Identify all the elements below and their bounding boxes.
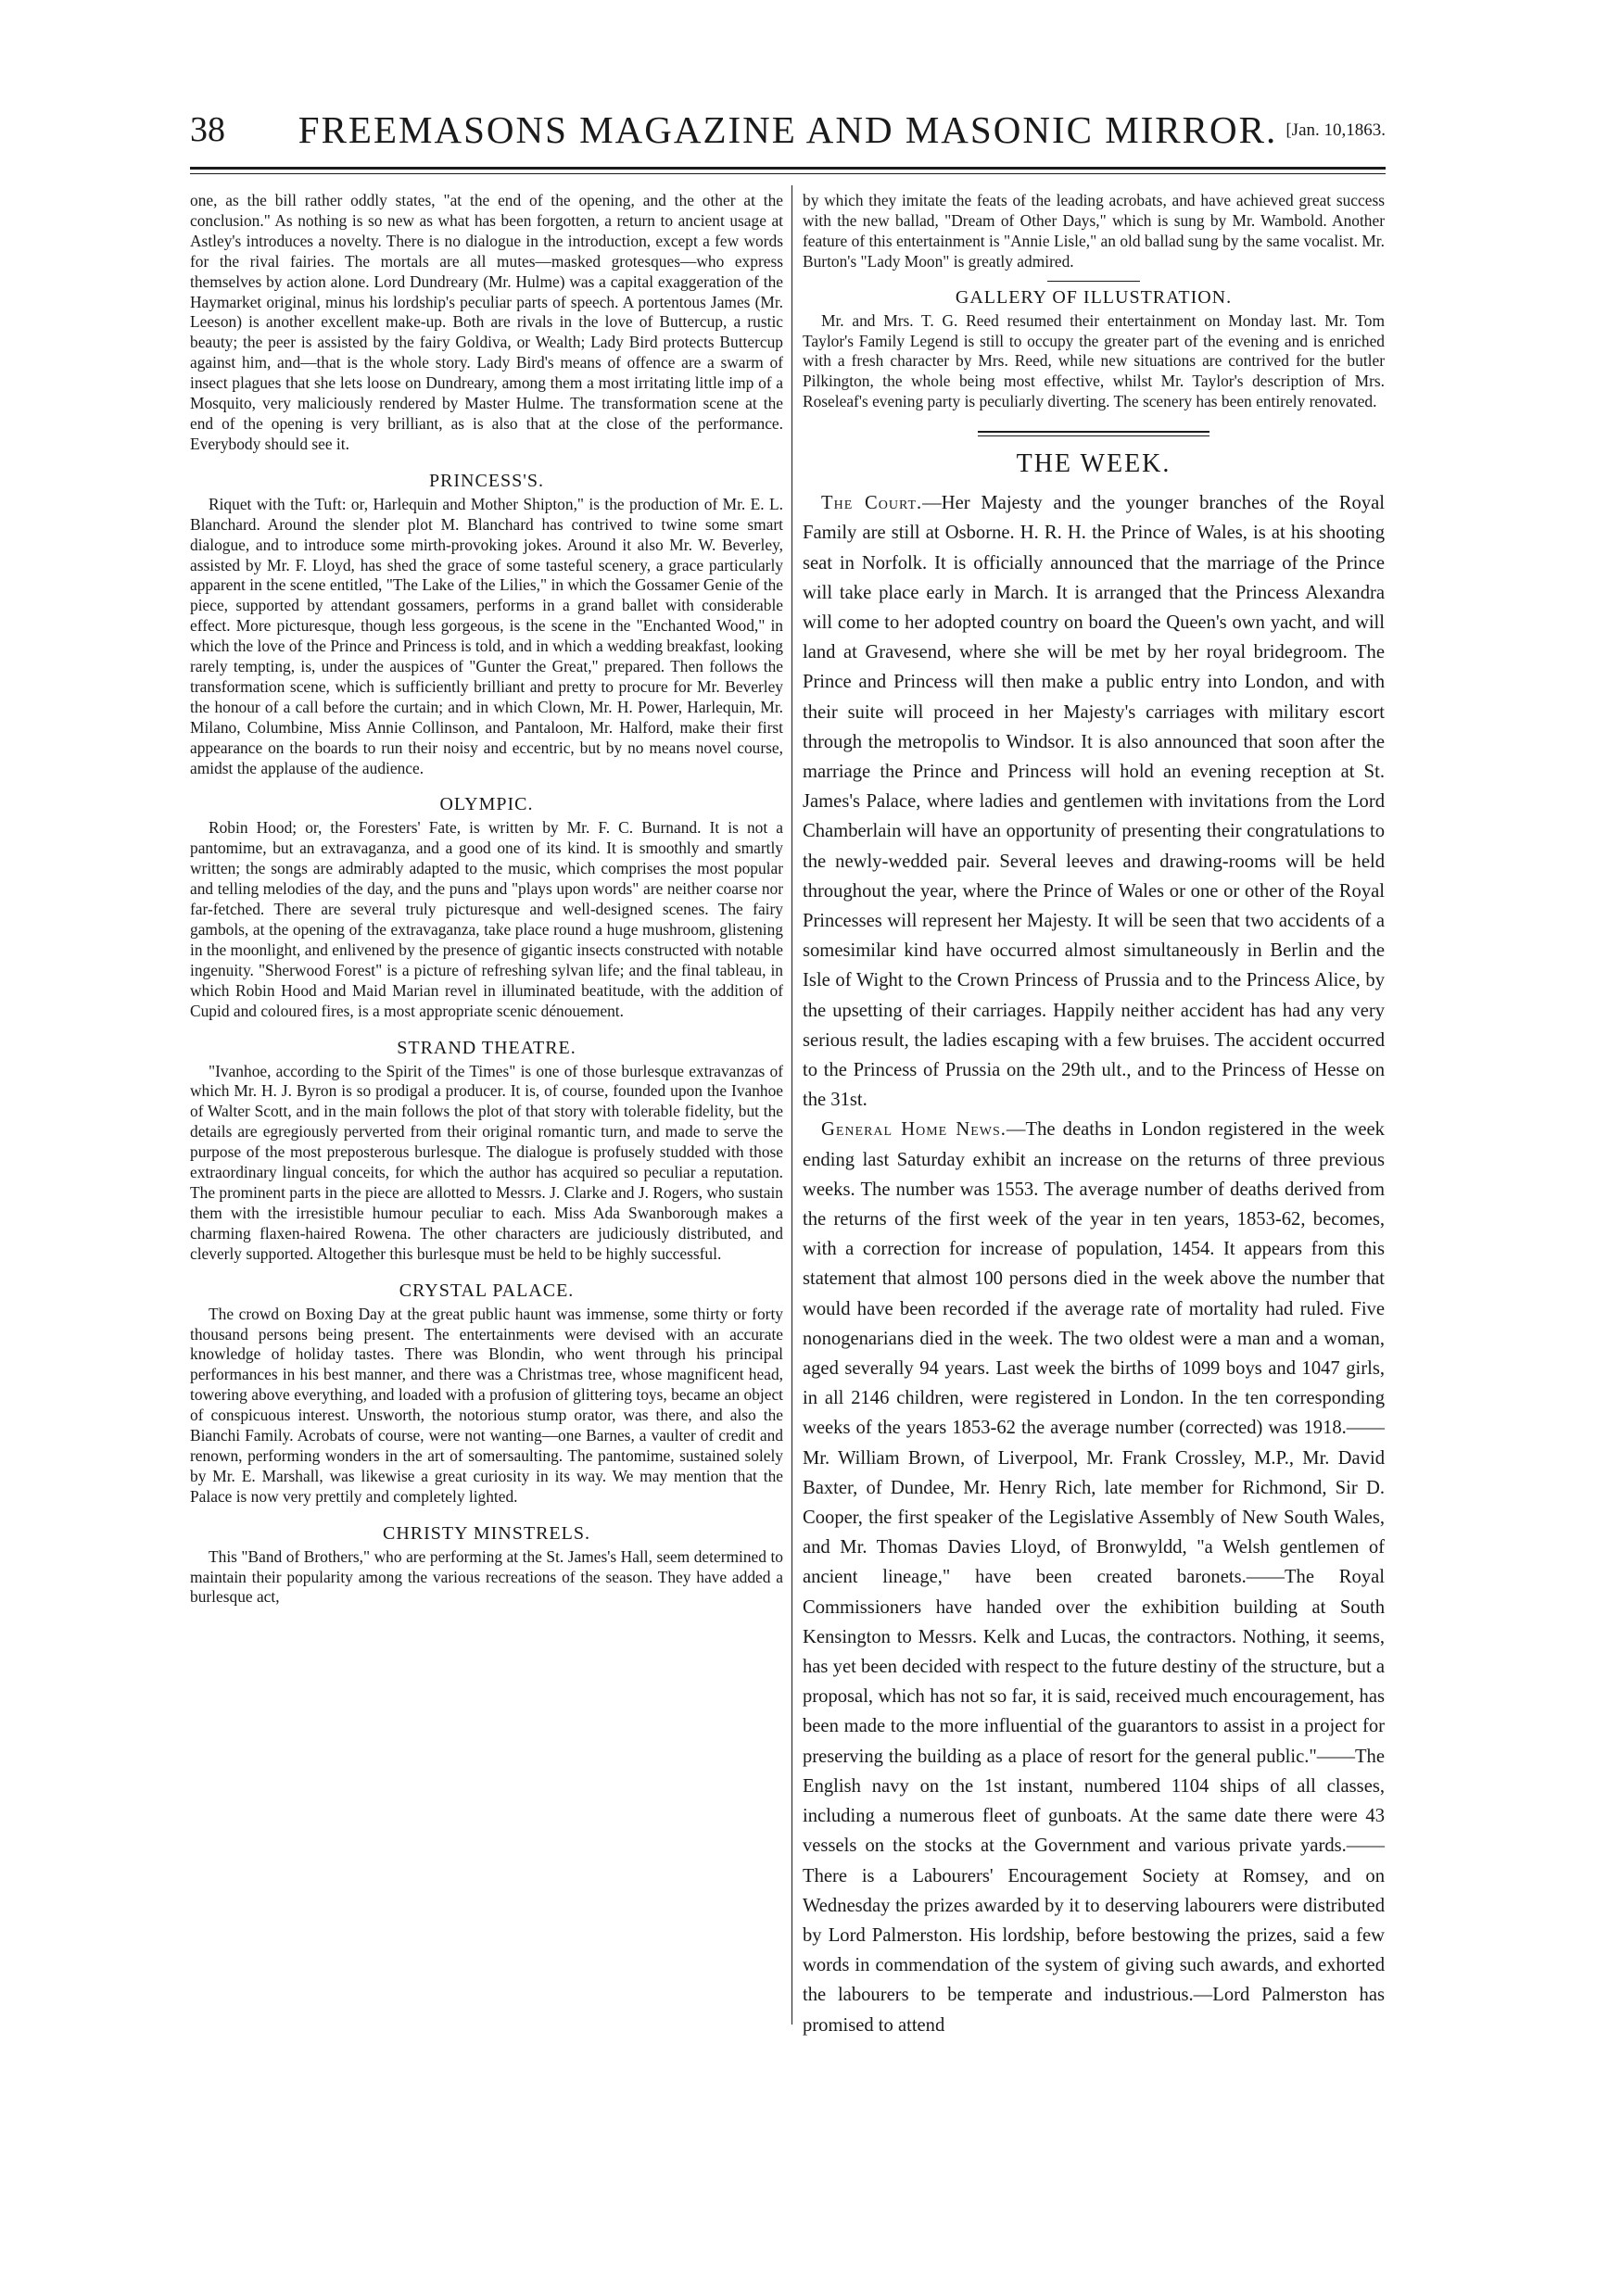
- home-news-text: —The deaths in London registered in the week ending last Saturday exhibit an increase on the returns of three previous weeks. The number was 1553. The average number of deaths derived from the returns of the first week of the year in ten years, 1853-62, becomes, with a correction for increase of population, 1454. It appears from this statement that almost 100 persons died in the week above the number that would have been recorded if the average rate of mortality had ruled. Five nonogenarians died in the week. The two oldest were a man and a woman, aged severally 94 years. Last week the births of 1099 boys and 1047 girls, in all 2146 children, were registered in London. In the ten corresponding weeks of the years 1853-62 the average number (corrected) was 1918.——Mr. William Brown, of Liverpool, Mr. Frank Crossley, M.P., Mr. David Baxter, of Dundee, Mr. Henry Rich, late member for Richmond, Sir D. Cooper, the first speaker of the Legislative Assembly of New South Wales, and Mr. Thomas Davies Lloyd, of Bronwyldd, "a Welsh gentlemen of ancient lineage," have been created baronets.——The Royal Commissioners have handed over the exhibition building at South Kensington to Messrs. Kelk and Lucas, the contractors. Nothing, it seems, has yet been decided with respect to the future destiny of the structure, but a proposal, which has not so far, it is said, received much encouragement, has been made to the more influential of the guarantors to assist in a project for preserving the building as a place of resort for the general public."——The English navy on the 1st instant, numbered 1104 ships of all classes, including a numerous fleet of gunboats. At the same date there were 43 vessels on the stocks at the Government and various private yards.——There is a Labourers' Encouragement Society at Romsey, and on Wednesday the prizes awarded by it to deserving labourers were distributed by Lord Palmerston. His lordship, before bestowing the prizes, said a few words in commendation of the system of giving such awards, and exhorted the labourers to be temperate and industrious.—Lord Palmerston has promised to attend: [803, 1119, 1385, 2036]
- section-text-strand: "Ivanhoe, according to the Spirit of the Times" is one of those burlesque extravanzas of which Mr. H. J. Byron is so prodigal a producer. It is, of course, founded upon the Ivanhoe of Walter Scott, and in the main follows the plot of that story with tolerable fidelity, but the details are egregiously perverted from their original romantic turn, and made to serve the purpose of the most preposterous burlesque. The dialogue is profusely studded with those extraordinary lingual conceits, for which the author has acquired so peculiar a reputation. The prominent parts in the piece are allotted to Messrs. J. Clarke and J. Rogers, who sustain them with the irresistible humour peculiar to each. Miss Ada Swanborough makes a charming flaxen-haired Rowena. The other characters are judiciously distributed, and cleverly supported. Altogether this burlesque must be held to be highly successful.: [190, 1061, 783, 1263]
- issue-date: [Jan. 10,1863.: [1285, 120, 1386, 140]
- section-heading-crystal-palace: CRYSTAL PALACE.: [399, 1280, 575, 1301]
- section-rule: [1047, 281, 1140, 282]
- page-number: 38: [190, 110, 225, 149]
- page-header: [190, 109, 1386, 165]
- section-heading-strand: STRAND THEATRE.: [397, 1037, 576, 1058]
- week-heading: THE WEEK.: [1016, 449, 1171, 479]
- week-rule: [978, 431, 1209, 436]
- header-rule-thick: [190, 167, 1386, 170]
- section-text-crystal-palace: The crowd on Boxing Day at the great public haunt was immense, some thirty or forty thousand persons being present. The entertainments were devised with an accurate knowledge of holiday tastes. There was Blondin, who went through his principal performances in his best manner, and there was a Christmas tree, whose magnificent head, towering above everything, and loaded with a profusion of glittering toys, became an object of conspicuous interest. Unsworth, the notorious stump orator, was there, and also the Bianchi Family. Acrobats of course, were not wanting—one Barnes, a vaulter of credit and renown, performing wonders in the art of somersaulting. The pantomime, sustained solely by Mr. E. Marshall, was likewise a great curiosity in its way. We may mention that the Palace is now very prettily and completely lighted.: [190, 1304, 783, 1506]
- court-paragraph: [803, 488, 1385, 1115]
- right-column: [803, 191, 1385, 2040]
- header-rule-thin: [190, 173, 1386, 174]
- home-news-label: General Home News.: [821, 1119, 1007, 1141]
- christy-continued-text: by which they imitate the feats of the leading acrobats, and have achieved great success with the new ballad, "Dream of Other Days," which is sung by Mr. Wambold. Another feature of this entertainment is "Annie Lisle," an old ballad sung by the same vocalist. Mr. Burton's "Lady Moon" is greatly admired.: [803, 191, 1385, 271]
- section-text-princess: Riquet with the Tuft: or, Harlequin and Mother Shipton," is the production of Mr. E. L. Blanchard. Around the slender plot M. Blanchard has contrived to twine some smart dialogue, and to introduce some mirth-provoking jokes. Around it also Mr. W. Beverley, assisted by Mr. F. Lloyd, has shed the grace of some tasteful scenery, a grace particularly apparent in the scene entitled, "The Lake of the Lilies," in which the Gossamer Genie of the piece, supported by attendant gossamers, performs in a grand ballet with considerable effect. More picturesque, though less gorgeous, is the scene in the "Enchanted Wood," in which the love of the Prince and Princess is told, and in which a wedding breakfast, looking rarely tempting, is, under the auspices of "Gunter the Great," prepared. Then follows the transformation scene, which is sufficiently brilliant and pretty to procure for Mr. Beverley the honour of a call before the curtain; and in which Clown, Mr. H. Power, Harlequin, Mr. Milano, Columbine, Miss Annie Collinson, and Pantaloon, Mr. Halford, make their first appearance on the boards to run their noisy and eccentric, but by no means novel course, amidst the applause of the audience.: [190, 494, 783, 777]
- section-heading-gallery: GALLERY OF ILLUSTRATION.: [955, 286, 1233, 308]
- section-heading-christy: CHRISTY MINSTRELS.: [383, 1522, 590, 1544]
- left-column: [190, 191, 783, 1608]
- section-text-christy: This "Band of Brothers," who are performing at the St. James's Hall, seem determined to maintain their popularity among the various recreations of the season. They have added a burlesque act,: [190, 1546, 783, 1607]
- section-text-gallery: Mr. and Mrs. T. G. Reed resumed their entertainment on Monday last. Mr. Tom Taylor's Family Legend is still to occupy the greater part of the evening and is enriched with a fresh character by Mrs. Reed, while new situations are contrived for the butler Pilkington, the whole being most effective, whilst Mr. Taylor's description of Mrs. Roseleaf's evening party is peculiarly diverting. The scenery has been entirely renovated.: [803, 310, 1385, 411]
- masthead-title: FREEMASONS MAGAZINE AND MASONIC MIRROR.: [298, 108, 1278, 151]
- section-heading-princess: PRINCESS'S.: [428, 470, 545, 491]
- section-heading-olympic: OLYMPIC.: [439, 794, 534, 815]
- court-label: The Court.: [821, 493, 923, 514]
- home-news-paragraph: [803, 1115, 1385, 2039]
- continued-article-text: one, as the bill rather oddly states, "at the end of the opening, and the other at the conclusion." As nothing is so new as what has been forgotten, a return to ancient usage at Astley's introduces a novelty. There is no dialogue in the introduction, except a few words for the rival fairies. The mortals are all mutes—masked grotesques—who express themselves by action alone. Lord Dundreary (Mr. Hulme) was a capital exaggeration of the Haymarket original, minus his lordship's peculiar parts of speech. A portentous James (Mr. Leeson) is another excellent make-up. Both are rivals in the love of Buttercup, a rustic beauty; the peer is assisted by the fairy Goldiva, or Wealth; Lady Bird protects Buttercup against him, and—that is the whole story. Lady Bird's means of offence are a swarm of insect plagues that she lets loose on Dundreary, among them a most irritating little imp of a Mosquito, very maliciously rendered by Master Hulme. The transformation scene at the end of the opening is very brilliant, as is also that at the close of the performance. Everybody should see it.: [190, 191, 783, 453]
- court-text: —Her Majesty and the younger branches of the Royal Family are still at Osborne. H. R. H. the Prince of Wales, is at his shooting seat in Norfolk. It is officially announced that the marriage of the Prince will take place early in March. It is arranged that the Princess Alexandra will come to her adopted country on board the Queen's own yacht, and will land at Gravesend, where she will be met by her royal bridegroom. The Prince and Princess will then make a public entry into London, and with their suite will proceed in her Majesty's carriages with military escort through the metropolis to Windsor. It is also announced that soon after the marriage the Prince and Princess will hold an evening reception at St. James's Palace, where ladies and gentlemen with invitations from the Lord Chamberlain will have an opportunity of presenting their congratulations to the newly-wedded pair. Several leeves and drawing-rooms will be held throughout the year, where the Prince of Wales or one or other of the Royal Princesses will represent her Majesty. It will be seen that two accidents of a somesimilar kind have occurred almost simultaneously in Berlin and the Isle of Wight to the Crown Princess of Prussia and to the Princess Alice, by the upsetting of their carriages. Happily neither accident has had any very serious result, the ladies escaping with a few bruises. The accident occurred to the Princess of Prussia on the 29th ult., and to the Princess of Hesse on the 31st.: [803, 493, 1385, 1111]
- week-body: [803, 488, 1385, 2040]
- section-text-olympic: Robin Hood; or, the Foresters' Fate, is written by Mr. F. C. Burnand. It is not a pantomime, but an extravaganza, and a good one of its kind. It is smoothly and smartly written; the songs are admirably adapted to the music, which comprises the most popular and telling melodies of the day, and the puns and "plays upon words" are neither coarse nor far-fetched. There are several truly picturesque and well-designed scenes. The fairy gambols, at the opening of the extravaganza, take place round a huge mushroom, glistening in the moonlight, and enlivened by the presence of gigantic insects constructed with notable ingenuity. "Sherwood Forest" is a picture of refreshing sylvan life; and the final tableau, in which Robin Hood and Maid Marian revel in illuminated beatitude, with the addition of Cupid and coloured fires, is a most appropriate scenic dénouement.: [190, 818, 783, 1020]
